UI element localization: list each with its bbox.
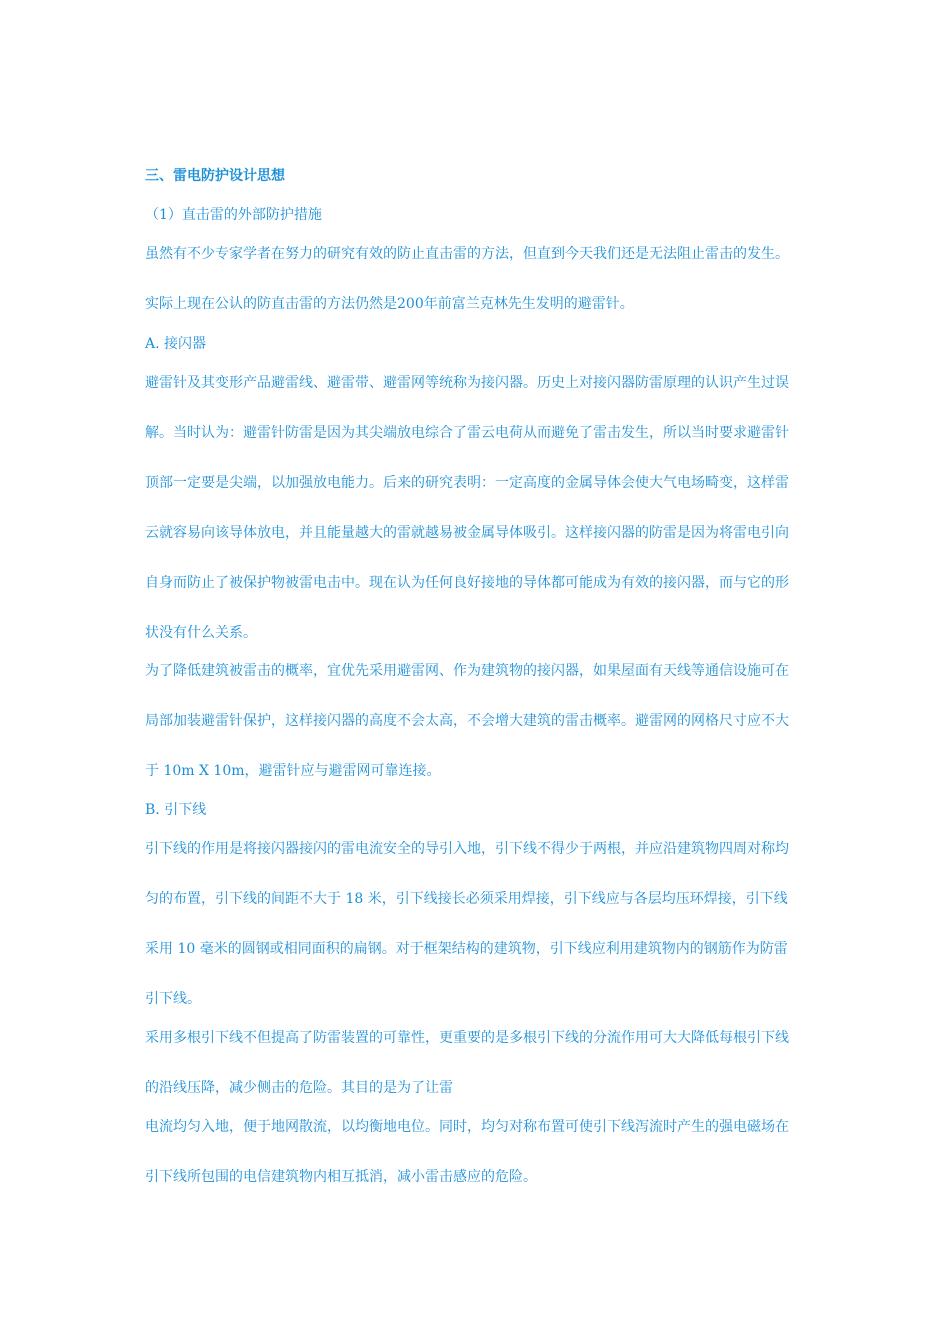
part-a-p1-line-6: 状没有什么关系。 — [145, 625, 257, 641]
part-a-p1-line-1: 避雷针及其变形产品避雷线、避雷带、避雷网等统称为接闪器。历史上对接闪器防雷原理的认识产生过误 — [145, 375, 789, 391]
intro-line-2: 实际上现在公认的防直击雷的方法仍然是200年前富兰克林先生发明的避雷针。 — [145, 296, 634, 312]
part-a-p2-line-2: 局部加装避雷针保护，这样接闪器的高度不会太高，不会增大建筑的雷击概率。避雷网的网格尺寸应不大 — [145, 713, 789, 729]
part-a-p1-line-3: 顶部一定要是尖端，以加强放电能力。后来的研究表明：一定高度的金属导体会使大气电场畸变，这样雷 — [145, 475, 789, 491]
part-a-title: A. 接闪器 — [145, 336, 207, 352]
part-b-p1-line-4: 引下线。 — [145, 991, 201, 1007]
part-a-p1-line-4: 云就容易向该导体放电，并且能量越大的雷就越易被金属导体吸引。这样接闪器的防雷是因为将雷电引向 — [145, 525, 789, 541]
part-b-p3-line-1: 电流均匀入地，便于地网散流，以均衡地电位。同时，均匀对称布置可使引下线泻流时产生的强电磁场在 — [145, 1119, 789, 1135]
part-a-p2-line-3: 于 10m X 10m，避雷针应与避雷网可靠连接。 — [145, 763, 441, 779]
part-b-p1-line-3: 采用 10 毫米的圆钢或相同面积的扁钢。对于框架结构的建筑物，引下线应利用建筑物内的钢筋作为防雷 — [145, 941, 788, 957]
part-b-p3-line-2: 引下线所包围的电信建筑物内相互抵消，减小雷击感应的危险。 — [145, 1169, 537, 1185]
intro-line-1: 虽然有不少专家学者在努力的研究有效的防止直击雷的方法，但直到今天我们还是无法阻止雷击的发生。 — [145, 246, 789, 262]
part-a-p1-line-2: 解。当时认为：避雷针防雷是因为其尖端放电综合了雷云电荷从而避免了雷击发生，所以当时要求避雷针 — [145, 425, 789, 441]
part-b-p1-line-2: 匀的布置，引下线的间距不大于 18 米，引下线接长必须采用焊接，引下线应与各层均压环焊接，引下线 — [145, 891, 788, 907]
part-b-p2-line-2: 的沿线压降，减少侧击的危险。其目的是为了让雷 — [145, 1080, 453, 1096]
part-b-title: B. 引下线 — [145, 802, 207, 818]
part-b-p1-line-1: 引下线的作用是将接闪器接闪的雷电流安全的导引入地，引下线不得少于两根，并应沿建筑物四周对称均 — [145, 841, 789, 857]
section-title: 三、雷电防护设计思想 — [145, 168, 285, 184]
part-b-p2-line-1: 采用多根引下线不但提高了防雷装置的可靠性，更重要的是多根引下线的分流作用可大大降低每根引下线 — [145, 1030, 789, 1046]
part-a-p2-line-1: 为了降低建筑被雷击的概率，宜优先采用避雷网、作为建筑物的接闪器，如果屋面有天线等通信设施可在 — [145, 663, 789, 679]
subsection-title: （1）直击雷的外部防护措施 — [145, 207, 322, 223]
part-a-p1-line-5: 自身而防止了被保护物被雷电击中。现在认为任何良好接地的导体都可能成为有效的接闪器，而与它的形 — [145, 575, 789, 591]
